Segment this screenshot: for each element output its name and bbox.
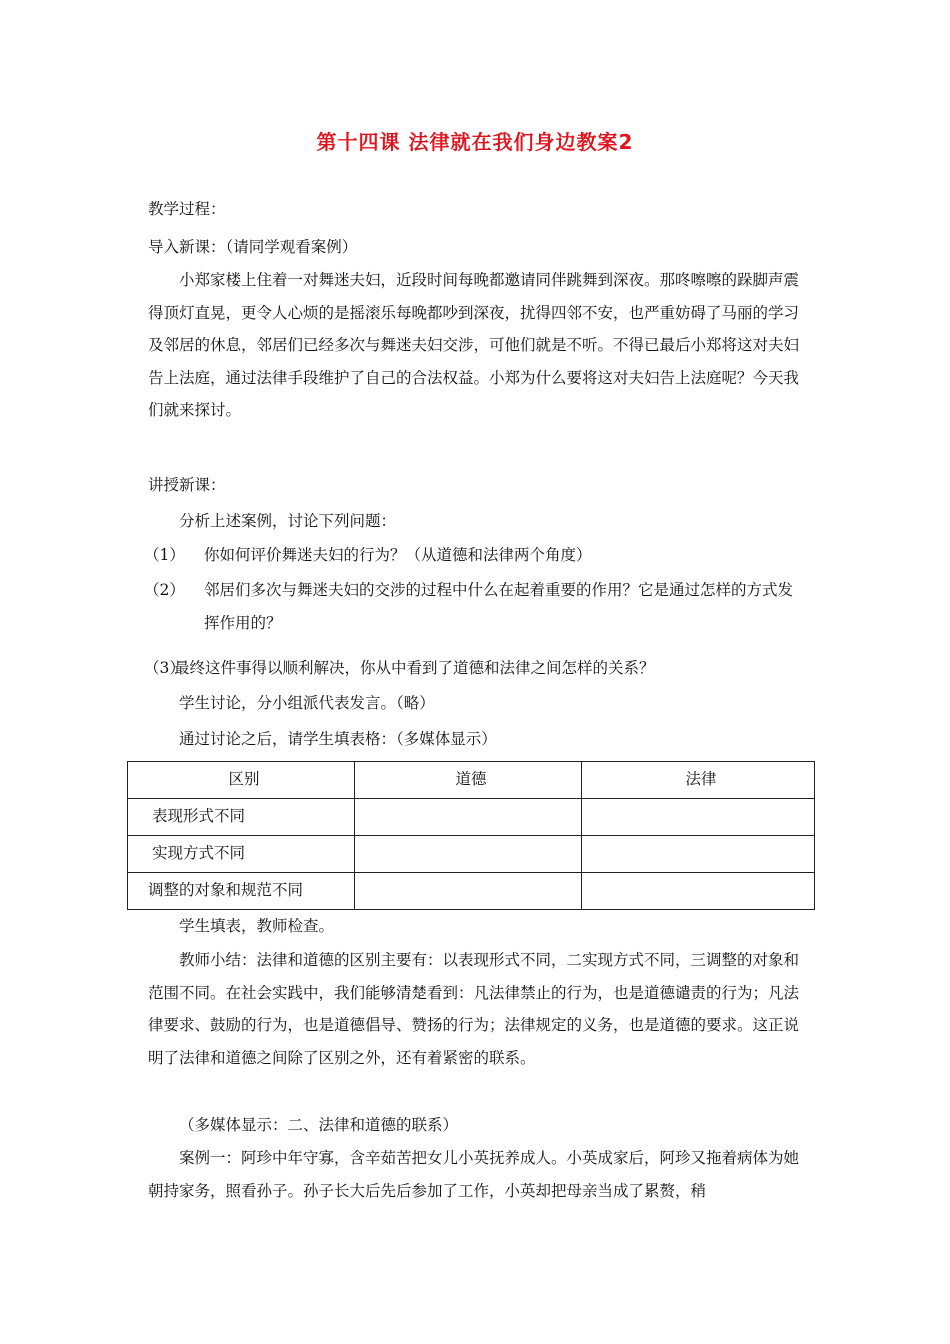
row-label: 调整的对象和规范不同 [148,881,304,899]
cell-value [361,836,581,841]
table-header-cell [582,762,815,799]
teacher-summary-paragraph: 教师小结：法律和道德的区别主要有：以表现形式不同，二实现方式不同，三调整的对象和范围不同。在社会实践中，我们能够清楚看到：凡法律禁止的行为，也是道德谴责的行为；凡法律要求、鼓励的行为，也是道德倡导、赞扬的行为；法律规定的义务，也是道德的要求。这正说明了法律和道德之间除了区别之外，还有着紧密的联系。 [148,951,800,1067]
table-cell [582,799,815,836]
cell-value [361,799,581,804]
cell-value [588,836,814,841]
header-difference: 区别 [228,770,260,788]
lecture-label: 讲授新课： [148,476,226,494]
heading-teaching-process: 教学过程： [148,200,226,218]
cell-value [588,873,814,878]
row-label: 表现形式不同 [152,807,246,825]
table-cell [128,799,355,836]
header-law: 法律 [685,770,717,788]
student-discussion: 学生讨论，分小组派代表发言。（略） [179,694,435,712]
table-cell [355,873,582,910]
fill-table-intro: 通过讨论之后，请学生填表格：（多媒体显示） [179,730,497,748]
case-one-paragraph: 案例一：阿珍中年守寡，含辛茹苦把女儿小英抚养成人。小英成家后，阿珍又拖着病体为她朝持家务，照看孙子。孙子长大后先后参加了工作，小英却把母亲当成了累赘，稍 [148,1149,800,1200]
table-row [128,873,815,910]
table-cell [355,799,582,836]
question-2-text: 邻居们多次与舞迷夫妇的交涉的过程中什么在起着重要的作用？它是通过怎样的方式发挥作用的？ [204,581,794,632]
header-morality: 道德 [455,770,487,788]
media-display-2: （多媒体显示：二、法律和道德的联系） [179,1116,459,1134]
document-title: 第十四课 法律就在我们身边教案2 [316,130,634,154]
after-table-note: 学生填表，教师检查。 [179,917,335,935]
table-header-cell [128,762,355,799]
table-cell [355,836,582,873]
cell-value [588,799,814,804]
comparison-table [127,761,815,910]
row-label: 实现方式不同 [152,844,246,862]
cell-value [361,873,581,878]
table-row [128,799,815,836]
table-cell [582,836,815,873]
table-cell [582,873,815,910]
case-paragraph: 小郑家楼上住着一对舞迷夫妇，近段时间每晚都邀请同伴跳舞到深夜。那咚嚓嚓的跺脚声震得顶灯直晃，更令人心烦的是摇滚乐每晚都吵到深夜，扰得四邻不安，也严重妨碍了马丽的学习及邻居的休息，邻居们已经多次与舞迷夫妇交涉，可他们就是不听。不得已最后小郑将这对夫妇告上法庭，通过法律手段维护了自己的合法权益。小郑为什么要将这对夫妇告上法庭呢？今天我们就来探讨。 [148,271,800,419]
table-header-cell [355,762,582,799]
question-3-number: （3） [144,659,185,677]
question-3-text: 最终这件事得以顺利解决，你从中看到了道德和法律之间怎样的关系？ [174,659,655,677]
intro-label: 导入新课：（请同学观看案例） [148,238,358,256]
table-cell [128,836,355,873]
table-header-row [128,762,815,799]
discuss-intro: 分析上述案例，讨论下列问题： [179,512,397,530]
question-2-number: （2） [144,581,185,599]
table-cell [128,873,355,910]
question-1-number: （1） [144,546,185,564]
table-row [128,836,815,873]
question-1-text: 你如何评价舞迷夫妇的行为？（从道德和法律两个角度） [204,546,592,564]
